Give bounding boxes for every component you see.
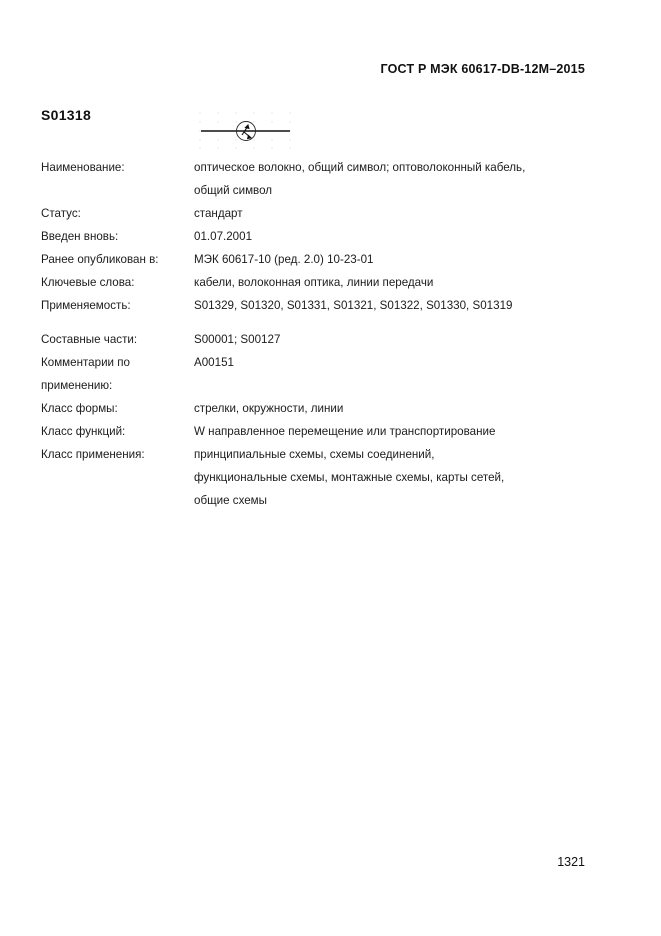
attribute-label (41, 351, 194, 397)
attribute-label-line: Составные части: (41, 333, 138, 346)
attribute-label-line: Введен вновь: (41, 230, 119, 243)
attribute-row (41, 397, 601, 420)
attribute-label-line: Класс формы: (41, 402, 118, 415)
attribute-row (41, 248, 601, 271)
attribute-label-line: Класс функций: (41, 425, 126, 438)
attribute-label-line: Комментарии по (41, 356, 130, 369)
attribute-value-line: стандарт (194, 207, 243, 220)
attribute-value-line: S00001; S00127 (194, 333, 281, 346)
attribute-label (41, 225, 194, 248)
attribute-value (194, 271, 601, 294)
attribute-value-line: W направленное перемещение или транспортирование (194, 425, 496, 438)
attribute-label (41, 420, 194, 443)
symbol-attributes-table (41, 156, 601, 512)
attribute-value (194, 420, 601, 443)
attribute-label (41, 294, 194, 317)
attribute-value (194, 248, 601, 271)
attribute-row (41, 294, 601, 317)
attribute-label (41, 397, 194, 420)
attribute-value-line: 01.07.2001 (194, 230, 253, 243)
attribute-label (41, 248, 194, 271)
attribute-value (194, 443, 601, 512)
attribute-value-line: общие схемы (194, 494, 267, 507)
attribute-value (194, 156, 601, 202)
document-header-standard-reference: ГОСТ Р МЭК 60617-DB-12M–2015 (380, 62, 585, 76)
attribute-label (41, 271, 194, 294)
attribute-label-line: Статус: (41, 207, 81, 220)
attribute-row (41, 328, 601, 351)
attribute-label-line: Класс применения: (41, 448, 145, 461)
attribute-row (41, 443, 601, 512)
attribute-value-line: функциональные схемы, монтажные схемы, карты сетей, (194, 471, 505, 484)
attribute-value-line: стрелки, окружности, линии (194, 402, 344, 415)
attribute-label-line: Ключевые слова: (41, 276, 135, 289)
attribute-label (41, 328, 194, 351)
attribute-value-line: оптическое волокно, общий символ; оптоволоконный кабель, (194, 161, 526, 174)
attribute-value (194, 202, 601, 225)
attribute-value-line: S01329, S01320, S01331, S01321, S01322, S01330, S01319 (194, 299, 513, 312)
attribute-row (41, 420, 601, 443)
attribute-value-line: принципиальные схемы, схемы соединений, (194, 448, 435, 461)
attribute-value-line: кабели, волоконная оптика, линии передачи (194, 276, 434, 289)
attribute-row (41, 351, 601, 397)
attribute-label-line: Наименование: (41, 161, 125, 174)
attribute-value-line: A00151 (194, 356, 234, 369)
attribute-value (194, 351, 601, 374)
attribute-label-line: Применяемость: (41, 299, 131, 312)
attribute-label-line: применению: (41, 379, 113, 392)
optical-fibre-symbol-figure (196, 110, 304, 150)
page-number: 1321 (557, 855, 585, 869)
attribute-row (41, 202, 601, 225)
fibre-arrows (242, 125, 251, 139)
attribute-row (41, 225, 601, 248)
attribute-value (194, 328, 601, 351)
attribute-value (194, 225, 601, 248)
attribute-value-line: общий символ (194, 184, 273, 197)
attribute-label (41, 443, 194, 466)
attribute-label-line: Ранее опубликован в: (41, 253, 159, 266)
attribute-label (41, 202, 194, 225)
attribute-label (41, 156, 194, 179)
attribute-value (194, 294, 601, 317)
page-title-symbol-id: S01318 (41, 107, 92, 123)
attribute-value (194, 397, 601, 420)
attribute-row (41, 271, 601, 294)
optical-fibre-icon (196, 110, 304, 150)
attribute-row (41, 156, 601, 202)
attribute-value-line: МЭК 60617-10 (ред. 2.0) 10-23-01 (194, 253, 374, 266)
